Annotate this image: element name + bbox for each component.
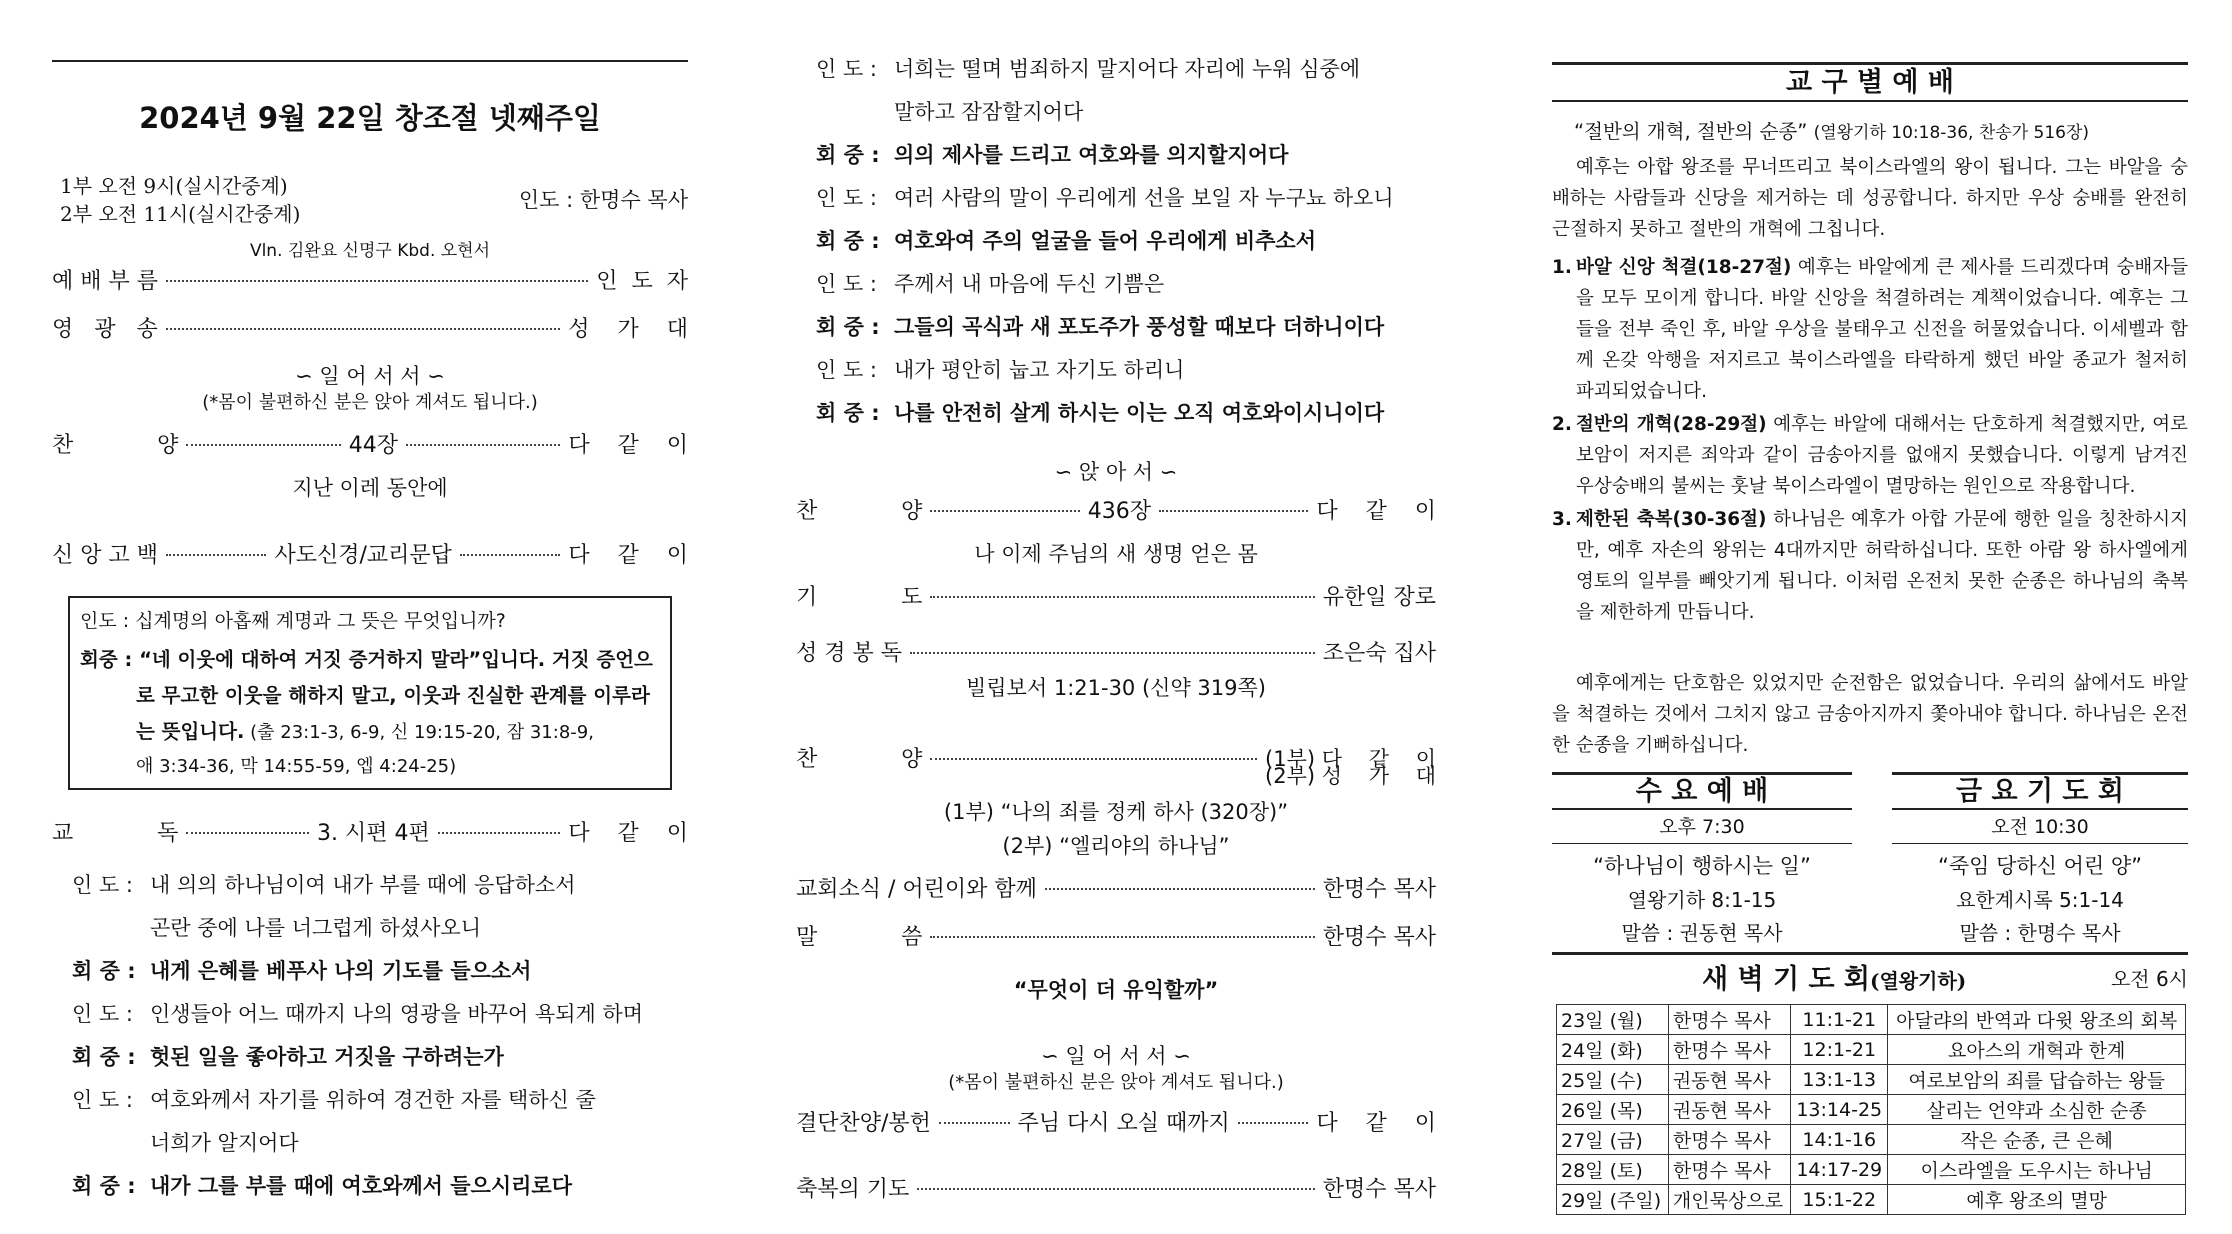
responsive-line: 인 도 : 내 의의 하나님이여 내가 부를 때에 응답하소서 bbox=[72, 873, 576, 897]
hymn-1-title: 지난 이레 동안에 bbox=[292, 476, 448, 500]
responsive-line: 회 중 : 내가 그를 부를 때에 여호와께서 들으시리로다 bbox=[72, 1174, 572, 1198]
dawn-header bbox=[1552, 952, 2188, 996]
responsive-line: 인 도 : 너희는 떨며 범죄하지 말지어다 자리에 누워 심중에 bbox=[816, 57, 1361, 81]
responsive-line: 회 중 : 여호와여 주의 얼굴을 들어 우리에게 비추소서 bbox=[816, 229, 1316, 253]
order-prayer: 기 도 유한일 장로 bbox=[796, 585, 1436, 610]
responsive-line: 회 중 : 나를 안전히 살게 하시는 이는 오직 여호와이시니이다 bbox=[816, 401, 1385, 425]
table-row: 28일 (토) 한명수 목사 14:17-29 이스라엘을 도우시는 하나님 bbox=[1557, 1155, 2186, 1185]
anthem-part-2: (2부) 성 가 대 bbox=[1265, 764, 1436, 788]
table-row: 27일 (금) 한명수 목사 14:1-16 작은 순종, 큰 은혜 bbox=[1557, 1125, 2186, 1155]
catechism-box bbox=[68, 596, 672, 790]
order-hymn-2: 찬 양 436장 다 같 이 bbox=[796, 499, 1437, 524]
friday-preacher: 말씀 : 한명수 목사 bbox=[1959, 921, 2121, 945]
wednesday-ref: 열왕기하 8:1-15 bbox=[1627, 888, 1777, 912]
responsive-line-cont: 말하고 잠잠할지어다 bbox=[894, 100, 1084, 124]
musicians: Vln. 김완요 신명구 Kbd. 오현서 bbox=[249, 241, 491, 261]
anthem-title-2: (2부) “엘리야의 하나님” bbox=[1002, 834, 1230, 858]
friday-ref: 요한계시록 5:1-14 bbox=[1956, 888, 2124, 912]
friday-sermon: “죽임 당하신 어린 양” bbox=[1937, 854, 2143, 878]
study-heading: “절반의 개혁, 절반의 순종” (열왕기하 10:18-36, 찬송가 516장) bbox=[1574, 120, 2090, 143]
service-time-1: 1부 오전 9시(실시간중계) bbox=[60, 174, 288, 198]
anthem-title-1: (1부) “나의 죄를 정케 하사 (320장)” bbox=[943, 800, 1289, 824]
responsive-line: 회 중 : 헛된 일을 좋아하고 거짓을 구하려는가 bbox=[72, 1045, 504, 1069]
responsive-lines-left bbox=[72, 864, 688, 1208]
order-gloria: 영 광 송 성 가 대 bbox=[52, 317, 688, 342]
stand-notice-2: ∽ 일 어 서 서 ∽ bbox=[1041, 1044, 1191, 1068]
table-row: 26일 (목) 권동현 목사 13:14-25 살리는 언약과 소심한 순종 bbox=[1557, 1095, 2186, 1125]
sermon-title: “무엇이 더 유익할까” bbox=[1013, 978, 1219, 1002]
catechism-question: 인도 : 십계명의 아홉째 계명과 그 뜻은 무엇입니까? bbox=[80, 610, 506, 632]
study-point: 3. 제한된 축복(30-36절) 하나님은 예후가 아합 가문에 행한 일을 칭찬하시지만, 예후 자손의 왕위는 4대까지만 허락하십니다. 또한 아람 왕 하사엘에게 영토의 일부를 빼앗기게 됩니다. 이처럼 온전치 못한 순종은 하나님의 축복을 제한하게 만듭니다. bbox=[1552, 509, 2188, 623]
order-call-to-worship: 예 배 부 름 인 도 자 bbox=[52, 269, 688, 294]
study-points bbox=[1552, 252, 2188, 628]
order-responsive-reading: 교 독 3. 시편 4편 다 같 이 bbox=[52, 821, 688, 846]
order-benediction: 축복의 기도 한명수 목사 bbox=[796, 1177, 1436, 1202]
catechism-answer-1: 회중 : “네 이웃에 대하여 거짓 증거하지 말라”입니다. 거짓 증언으 bbox=[80, 648, 653, 671]
responsive-line-cont: 곤란 중에 나를 너그럽게 하셨사오니 bbox=[150, 916, 481, 940]
order-church-news: 교회소식 / 어린이와 함께 한명수 목사 bbox=[796, 877, 1436, 902]
stand-note-2: (*몸이 불편하신 분은 앉아 계셔도 됩니다.) bbox=[948, 1072, 1284, 1093]
scripture-reference: 빌립보서 1:21-30 (신약 319쪽) bbox=[966, 676, 1266, 700]
responsive-line: 회 중 : 내게 은혜를 베푸사 나의 기도를 들으소서 bbox=[72, 959, 532, 983]
friday-prayer bbox=[1892, 772, 2188, 946]
dawn-schedule-table bbox=[1556, 1004, 2186, 1215]
friday-time: 오전 10:30 bbox=[1991, 816, 2089, 838]
study-point: 1. 바알 신앙 척결(18-27절) 예후는 바알에게 큰 제사를 드리겠다며 숭배자들을 모두 모이게 합니다. 바알 신앙을 척결하려는 계책이었습니다. 예후는 그들을 전부 죽인 후, 바알 우상을 불태우고 신전을 허물었습니다. 이세벨과 함께 온갖 악행을 저지르고 북이스라엘을 타락하게 했던 바알 종교가 철저히 파괴되었습니다. bbox=[1552, 257, 2189, 402]
responsive-lines-middle bbox=[816, 48, 1436, 435]
order-hymn-1: 찬 양 44장 다 같 이 bbox=[52, 433, 689, 458]
responsive-line: 인 도 : 여러 사람의 말이 우리에게 선을 보일 자 누구뇨 하오니 bbox=[816, 186, 1394, 210]
study-conclusion: 예후에게는 단호함은 있었지만 순전함은 없었습니다. 우리의 삶에서도 바알을 척결하는 것에서 그치지 않고 금송아지까지 쫓아내야 합니다. 하나님은 온전한 순종을 기뻐하십니다. bbox=[1552, 673, 2188, 756]
table-row: 25일 (수) 권동현 목사 13:1-13 여로보암의 죄를 답습하는 왕들 bbox=[1557, 1065, 2186, 1095]
responsive-line-cont: 너희가 알지어다 bbox=[150, 1131, 299, 1155]
order-scripture-reading: 성 경 봉 독 조은숙 집사 bbox=[796, 641, 1436, 666]
district-title: 교 구 별 예 배 bbox=[1785, 67, 1954, 98]
order-offering: 결단찬양/봉헌 주님 다시 오실 때까지 다 같 이 bbox=[796, 1111, 1437, 1136]
dawn-time: 오전 6시 bbox=[2110, 967, 2188, 991]
catechism-answer-3: 는 뜻입니다. (출 23:1-3, 6-9, 신 19:15-20, 잠 31:8-9, bbox=[136, 720, 594, 743]
study-intro: 예후는 아합 왕조를 무너뜨리고 북이스라엘의 왕이 됩니다. 그는 바알을 숭배하는 사람들과 신당을 제거하는 데 성공합니다. 하지만 우상 숭배를 완전히 근절하지 못하고 절반의 개혁에 그칩니다. bbox=[1552, 157, 2188, 240]
wednesday-service bbox=[1552, 772, 1852, 946]
stand-note: (*몸이 불편하신 분은 앉아 계셔도 됩니다.) bbox=[202, 392, 538, 413]
responsive-line: 회 중 : 그들의 곡식과 새 포도주가 풍성할 때보다 더하니이다 bbox=[816, 315, 1385, 339]
responsive-line: 인 도 : 주께서 내 마음에 두신 기쁨은 bbox=[816, 272, 1165, 296]
wednesday-time: 오후 7:30 bbox=[1659, 816, 1745, 838]
service-leader: 인도 : 한명수 목사 bbox=[518, 188, 688, 212]
responsive-line: 인 도 : 여호와께서 자기를 위하여 경건한 자를 택하신 줄 bbox=[72, 1088, 596, 1112]
service-time-2: 2부 오전 11시(실시간중계) bbox=[60, 202, 301, 226]
order-sermon: 말 씀 한명수 목사 bbox=[796, 925, 1436, 950]
page-title: 2024년 9월 22일 창조절 넷째주일 bbox=[139, 101, 601, 135]
table-row: 23일 (월) 한명수 목사 11:1-21 아달랴의 반역과 다윗 왕조의 회복 bbox=[1557, 1005, 2186, 1035]
sit-notice: ∽ 앉 아 서 ∽ bbox=[1054, 460, 1178, 484]
responsive-line: 회 중 : 의의 제사를 드리고 여호와를 의지할지어다 bbox=[816, 143, 1289, 167]
wednesday-title: 수 요 예 배 bbox=[1635, 776, 1769, 807]
catechism-answer-2: 로 무고한 이웃을 해하지 말고, 이웃과 진실한 관계를 이루라 bbox=[136, 684, 650, 707]
catechism-refs: 애 3:34-36, 막 14:55-59, 엡 4:24-25) bbox=[136, 756, 457, 777]
table-row: 24일 (화) 한명수 목사 12:1-21 요아스의 개혁과 한계 bbox=[1557, 1035, 2186, 1065]
wednesday-preacher: 말씀 : 권동현 목사 bbox=[1621, 921, 1783, 945]
responsive-line: 인 도 : 내가 평안히 눕고 자기도 하리니 bbox=[816, 358, 1185, 382]
table-row: 29일 (주일) 개인묵상으로 15:1-22 예후 왕조의 멸망 bbox=[1557, 1185, 2186, 1215]
hymn-2-title: 나 이제 주님의 새 생명 얻은 몸 bbox=[974, 542, 1258, 566]
district-header bbox=[1552, 62, 2188, 102]
order-anthem: 찬 양 (1부) 다 같 이 bbox=[796, 747, 1436, 772]
wednesday-sermon: “하나님이 행하시는 일” bbox=[1593, 854, 1811, 878]
responsive-line: 인 도 : 인생들아 어느 때까지 나의 영광을 바꾸어 욕되게 하며 bbox=[72, 1002, 644, 1026]
stand-notice: ∽ 일 어 서 서 ∽ bbox=[295, 364, 445, 388]
friday-title: 금 요 기 도 회 bbox=[1955, 776, 2124, 807]
order-creed: 신 앙 고 백 사도신경/교리문답 다 같 이 bbox=[52, 543, 689, 568]
top-rule bbox=[52, 60, 688, 62]
dawn-title: 새 벽 기 도 회(열왕기하) bbox=[1702, 964, 1967, 995]
study-point: 2. 절반의 개혁(28-29절) 예후는 바알에 대해서는 단호하게 척결했지만, 여로보암이 저지른 죄악과 같이 금송아지를 없애지 못했습니다. 이렇게 남겨진 우상숭배의 불씨는 훗날 북이스라엘이 멸망하는 원인으로 작용합니다. bbox=[1552, 414, 2189, 497]
